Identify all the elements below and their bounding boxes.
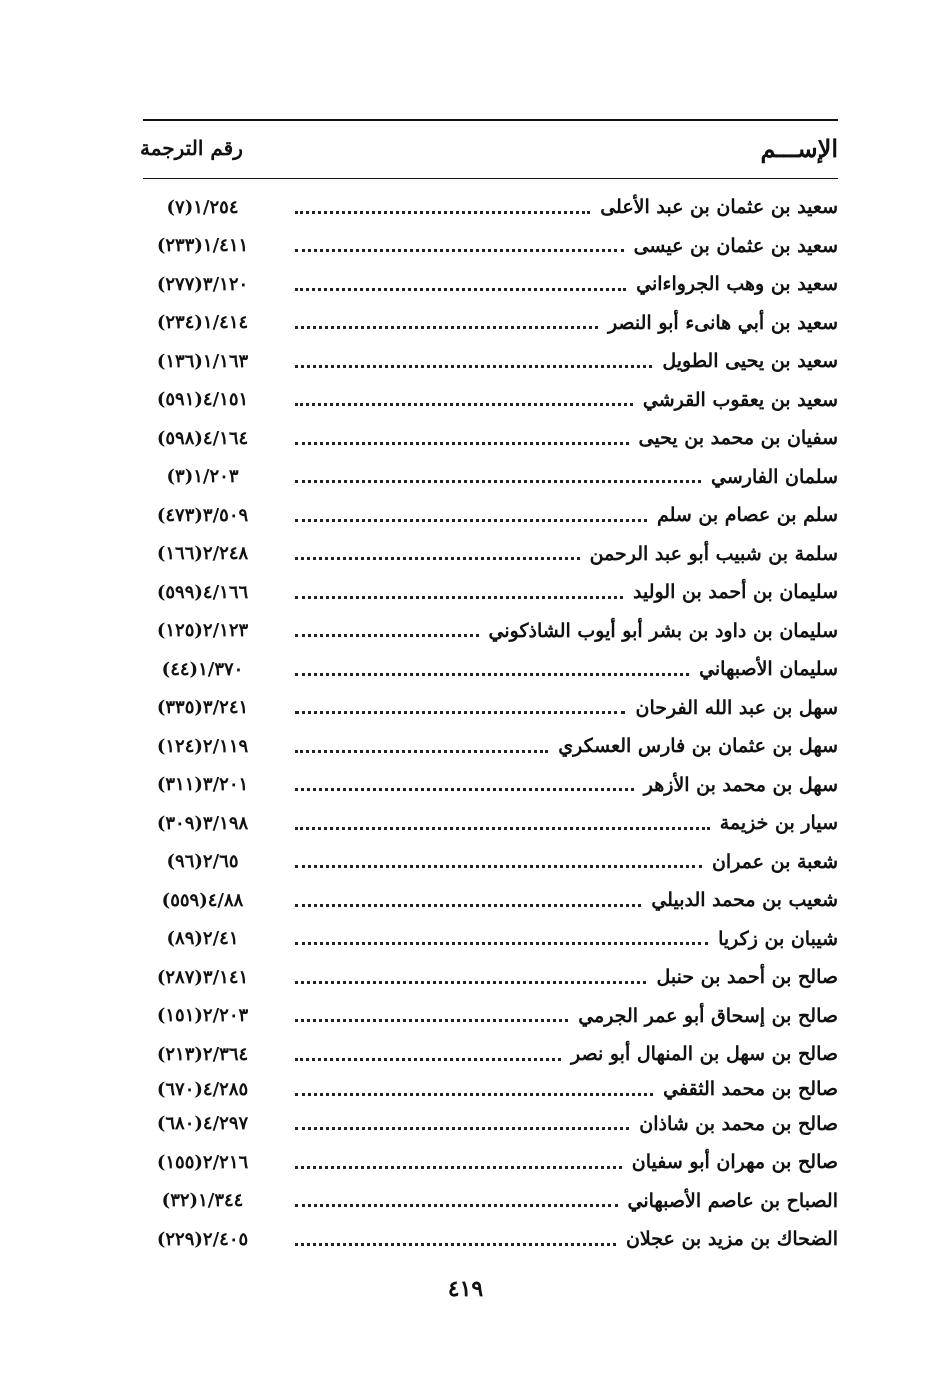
dot-leader [295,227,838,266]
entry-name: سعيد بن وهب الجرواءاني [636,273,838,296]
entry-name: شعيب بن محمد الدبيلي [651,889,838,912]
entry-ref: ٤/١٦٤(٥٩٨) [156,427,249,449]
index-entry [140,265,838,304]
dot-leader [295,612,838,651]
dot-leader [295,958,838,997]
ref-column-header: رقم الترجمة [140,136,243,160]
entry-name: سهل بن محمد بن الأزهر [643,773,838,796]
entry-ref: ٣/١٤١(٢٨٧) [156,966,249,988]
index-entry [140,419,838,458]
dot-leader [295,804,838,843]
index-entry [140,958,838,997]
entry-name: سفيان بن محمد بن يحيى [638,427,838,450]
entry-ref: ٢/١٢٣(١٢٥) [156,620,249,642]
index-entry [140,997,838,1036]
entry-ref: ٣/١٩٨(٣٠٩) [156,812,249,834]
header-rule [143,178,838,179]
dot-leader [295,766,838,805]
index-entry [140,727,838,766]
dot-leader [295,535,838,574]
entry-ref: ٤/١٥١(٥٩١) [156,389,249,411]
entry-name: الضحاك بن مزيد بن عجلان [625,1228,838,1251]
index-entry [140,227,838,266]
dot-leader [295,689,838,728]
dot-leader [295,188,838,227]
entry-ref: ١/٣٧٠(٤٤) [161,658,244,680]
entry-ref: ٢/٢٠٣(١٥١) [156,1005,249,1027]
entry-name: سهل بن عبد الله الفرحان [635,696,838,719]
index-entry [140,881,838,920]
entry-ref: ١/٣٤٤(٣٢) [161,1190,244,1212]
dot-leader [295,381,838,420]
entry-name: الصباح بن عاصم الأصبهاني [627,1189,838,1212]
index-entry [140,381,838,420]
dot-leader [295,727,838,766]
entry-ref: ٢/٦٥(٩٦) [166,851,239,873]
index-entry [140,1182,838,1221]
entry-name: سعيد بن عثمان بن عيسى [633,234,838,257]
index-entry [140,612,838,651]
entry-name: سعيد بن يحيى الطويل [662,350,838,373]
entry-name: سليمان بن أحمد بن الوليد [633,581,838,604]
index-entry [140,458,838,497]
top-rule [143,119,838,121]
index-entries [140,188,838,1259]
index-entry [140,1105,838,1144]
entry-ref: ٣/٢٠١(٣١١) [156,774,249,796]
entry-ref: ١/١٦٣(١٣٦) [156,350,249,372]
dot-leader [295,997,838,1036]
index-entry [140,843,838,882]
dot-leader [295,304,838,343]
dot-leader [295,843,838,882]
entry-name: سلمة بن شبيب أبو عبد الرحمن [589,542,838,565]
entry-ref: ١/٤١١(٢٣٣) [156,235,249,257]
entry-name: صالح بن أحمد بن حنبل [656,966,838,989]
entry-ref: ٢/٣٦٤(٢١٣) [156,1043,249,1065]
entry-ref: ٢/٢٤٨(١٦٦) [156,543,249,565]
entry-name: صالح بن سهل بن المنهال أبو نصر [570,1043,838,1066]
index-entry [140,650,838,689]
entry-name: سيار بن خزيمة [719,812,838,835]
entry-ref: ٣/١٢٠(٢٧٧) [156,273,249,295]
dot-leader [295,920,838,959]
entry-name: سعيد بن أبي هانىء أبو النصر [607,311,838,334]
entry-ref: ٤/٢٩٧(٦٨٠) [156,1113,249,1135]
entry-name: سليمان الأصبهاني [699,658,838,681]
entry-name: سهل بن عثمان بن فارس العسكري [558,735,838,758]
entry-ref: ١/٢٥٤(٧) [166,196,239,218]
entry-ref: ٤/٨٨(٥٥٩) [161,889,244,911]
index-entry [140,573,838,612]
dot-leader [295,265,838,304]
index-entry [140,766,838,805]
entry-ref: ٢/٢١٦(١٥٥) [156,1151,249,1173]
entry-ref: ٢/٤٠٥(٢٢٩) [156,1228,249,1250]
index-entry [140,342,838,381]
index-entry [140,304,838,343]
entry-name: صالح بن محمد بن شاذان [639,1112,838,1135]
index-entry [140,920,838,959]
dot-leader [295,1105,838,1144]
index-entry [140,804,838,843]
dot-leader [295,419,838,458]
entry-ref: ٢/١١٩(١٢٤) [156,735,249,757]
entry-name: صالح بن مهران أبو سفيان [631,1151,838,1174]
dot-leader [295,342,838,381]
dot-leader [295,881,838,920]
dot-leader [295,1074,838,1105]
dot-leader [295,458,838,497]
dot-leader [295,650,838,689]
entry-name: صالح بن محمد الثقفي [663,1078,838,1100]
entry-ref: ٣/٥٠٩(٤٧٣) [156,504,249,526]
index-entry [140,689,838,728]
entry-name: شيبان بن زكريا [718,927,838,950]
dot-leader [295,1182,838,1221]
index-entry [140,188,838,227]
entry-ref: ١/٤١٤(٢٣٤) [156,312,249,334]
index-entry [140,1035,838,1074]
index-entry [140,535,838,574]
index-entry [140,1143,838,1182]
entry-name: سلمان الفارسي [711,465,838,488]
entry-ref: ٤/٢٨٥(٦٧٠) [156,1078,249,1100]
entry-name: شعبة بن عمران [711,850,838,873]
dot-leader [295,1220,838,1259]
index-entry [140,1220,838,1259]
entry-name: سليمان بن داود بن بشر أبو أيوب الشاذكوني [488,619,838,642]
entry-ref: ١/٢٠٣(٣) [166,466,239,488]
entry-name: سعيد بن عثمان بن عبد الأعلى [600,196,838,219]
dot-leader [295,573,838,612]
entry-ref: ٤/١٦٦(٥٩٩) [156,581,249,603]
entry-name: سلم بن عصام بن سلم [656,504,838,527]
dot-leader [295,1143,838,1182]
page-number: ٤١٩ [447,1276,484,1302]
index-entry [140,496,838,535]
entry-name: سعيد بن يعقوب القرشي [642,388,838,411]
name-column-header: الإســـم [760,134,838,163]
entry-name: صالح بن إسحاق أبو عمر الجرمي [578,1004,838,1027]
index-entry [140,1074,838,1105]
entry-ref: ٢/٤١(٨٩) [166,928,239,950]
dot-leader [295,1035,838,1074]
dot-leader [295,496,838,535]
entry-ref: ٣/٢٤١(٣٣٥) [156,697,249,719]
